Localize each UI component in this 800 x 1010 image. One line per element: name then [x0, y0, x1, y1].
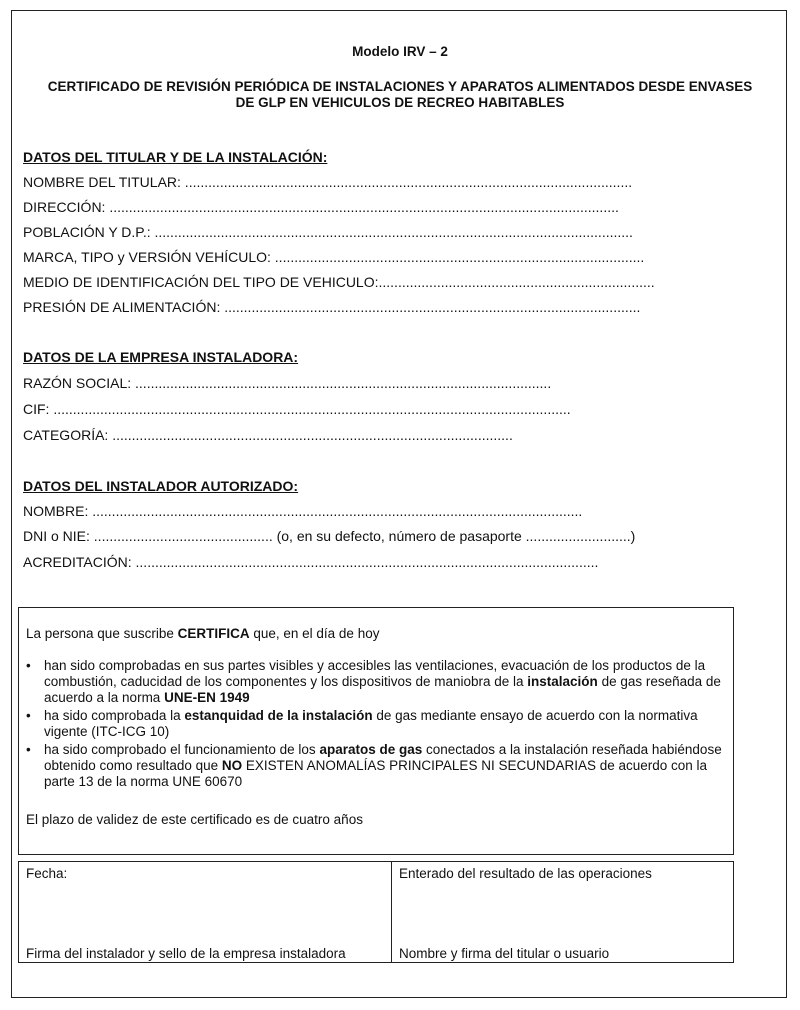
field-cif: CIF: .....................................................................................................................................: [23, 401, 571, 417]
validity-note: El plazo de validez de este certificado es de cuatro años: [26, 812, 363, 827]
field-razon-social: RAZÓN SOCIAL: ...........................................................................................................: [23, 375, 552, 391]
certify-intro: La persona que suscribe CERTIFICA que, en el día de hoy: [26, 626, 380, 641]
firma-titular-label: Nombre y firma del titular o usuario: [399, 946, 610, 961]
field-poblacion: POBLACIÓN Y D.P.: ...........................................................................................................................: [23, 224, 633, 240]
certificate-title: CERTIFICADO DE REVISIÓN PERIÓDICA DE INSTALACIONES Y APARATOS ALIMENTADOS DESDE ENVASES DE GLP EN VEHICULOS DE RECREO HABITABLES: [47, 79, 753, 110]
field-dni: DNI o NIE: .............................................. (o, en su defecto, número de pasaporte ...........................): [23, 528, 636, 544]
enterado-label: Enterado del resultado de las operaciones: [399, 866, 652, 881]
field-nombre-instalador: NOMBRE: ..............................................................................................................................: [23, 503, 583, 519]
section-heading-empresa: DATOS DE LA EMPRESA INSTALADORA:: [23, 349, 299, 365]
bullet-icon: •: [26, 742, 31, 757]
bullet-text: han sido comprobadas en sus partes visibles y accesibles las ventilaciones, evacuación de los productos de la combustión, caducidad de los componentes y los dispositivos de maniobra de la instalación de gas reseñada de acuerdo a la norma UNE-EN 1949: [44, 658, 721, 705]
list-item: [26, 742, 725, 790]
fecha-label: Fecha:: [26, 866, 68, 881]
bullet-text: ha sido comprobado el funcionamiento de los aparatos de gas conectados a la instalación reseñada habiéndose obtenido como resultado que NO EXISTEN ANOMALÍAS PRINCIPALES NI SECUNDARIAS de acuerdo con la parte 13 de la norma UNE 60670: [44, 742, 722, 789]
signature-divider: [391, 862, 392, 962]
field-acreditacion: ACREDITACIÓN: .......................................................................................................................: [23, 554, 599, 570]
list-item: [26, 708, 725, 740]
section-heading-titular: DATOS DEL TITULAR Y DE LA INSTALACIÓN:: [23, 149, 328, 165]
field-presion: PRESIÓN DE ALIMENTACIÓN: ...........................................................................................................: [23, 299, 641, 315]
bullet-icon: •: [26, 708, 31, 723]
bullet-icon: •: [26, 658, 31, 673]
certificate-frame: [11, 10, 787, 998]
field-identificacion-vehiculo: MEDIO DE IDENTIFICACIÓN DEL TIPO DE VEHICULO:.......................................................................: [23, 274, 655, 290]
certification-box: [18, 607, 734, 855]
field-direccion: DIRECCIÓN: ...................................................................................................................................: [23, 199, 619, 215]
firma-instalador-label: Firma del instalador y sello de la empresa instaladora: [26, 946, 346, 961]
model-label: Modelo IRV – 2: [352, 44, 448, 59]
field-nombre-titular: NOMBRE DEL TITULAR: ...................................................................................................................: [23, 174, 633, 190]
field-marca-vehiculo: MARCA, TIPO y VERSIÓN VEHÍCULO: ...............................................................................................: [23, 249, 645, 265]
field-categoria: CATEGORÍA: .......................................................................................................: [23, 427, 513, 443]
section-heading-instalador: DATOS DEL INSTALADOR AUTORIZADO:: [23, 478, 299, 494]
signature-table: [18, 861, 734, 963]
bullet-text: ha sido comprobada la estanquidad de la instalación de gas mediante ensayo de acuerdo con la normativa vigente (ITC-ICG 10): [44, 708, 698, 739]
list-item: [26, 658, 725, 706]
